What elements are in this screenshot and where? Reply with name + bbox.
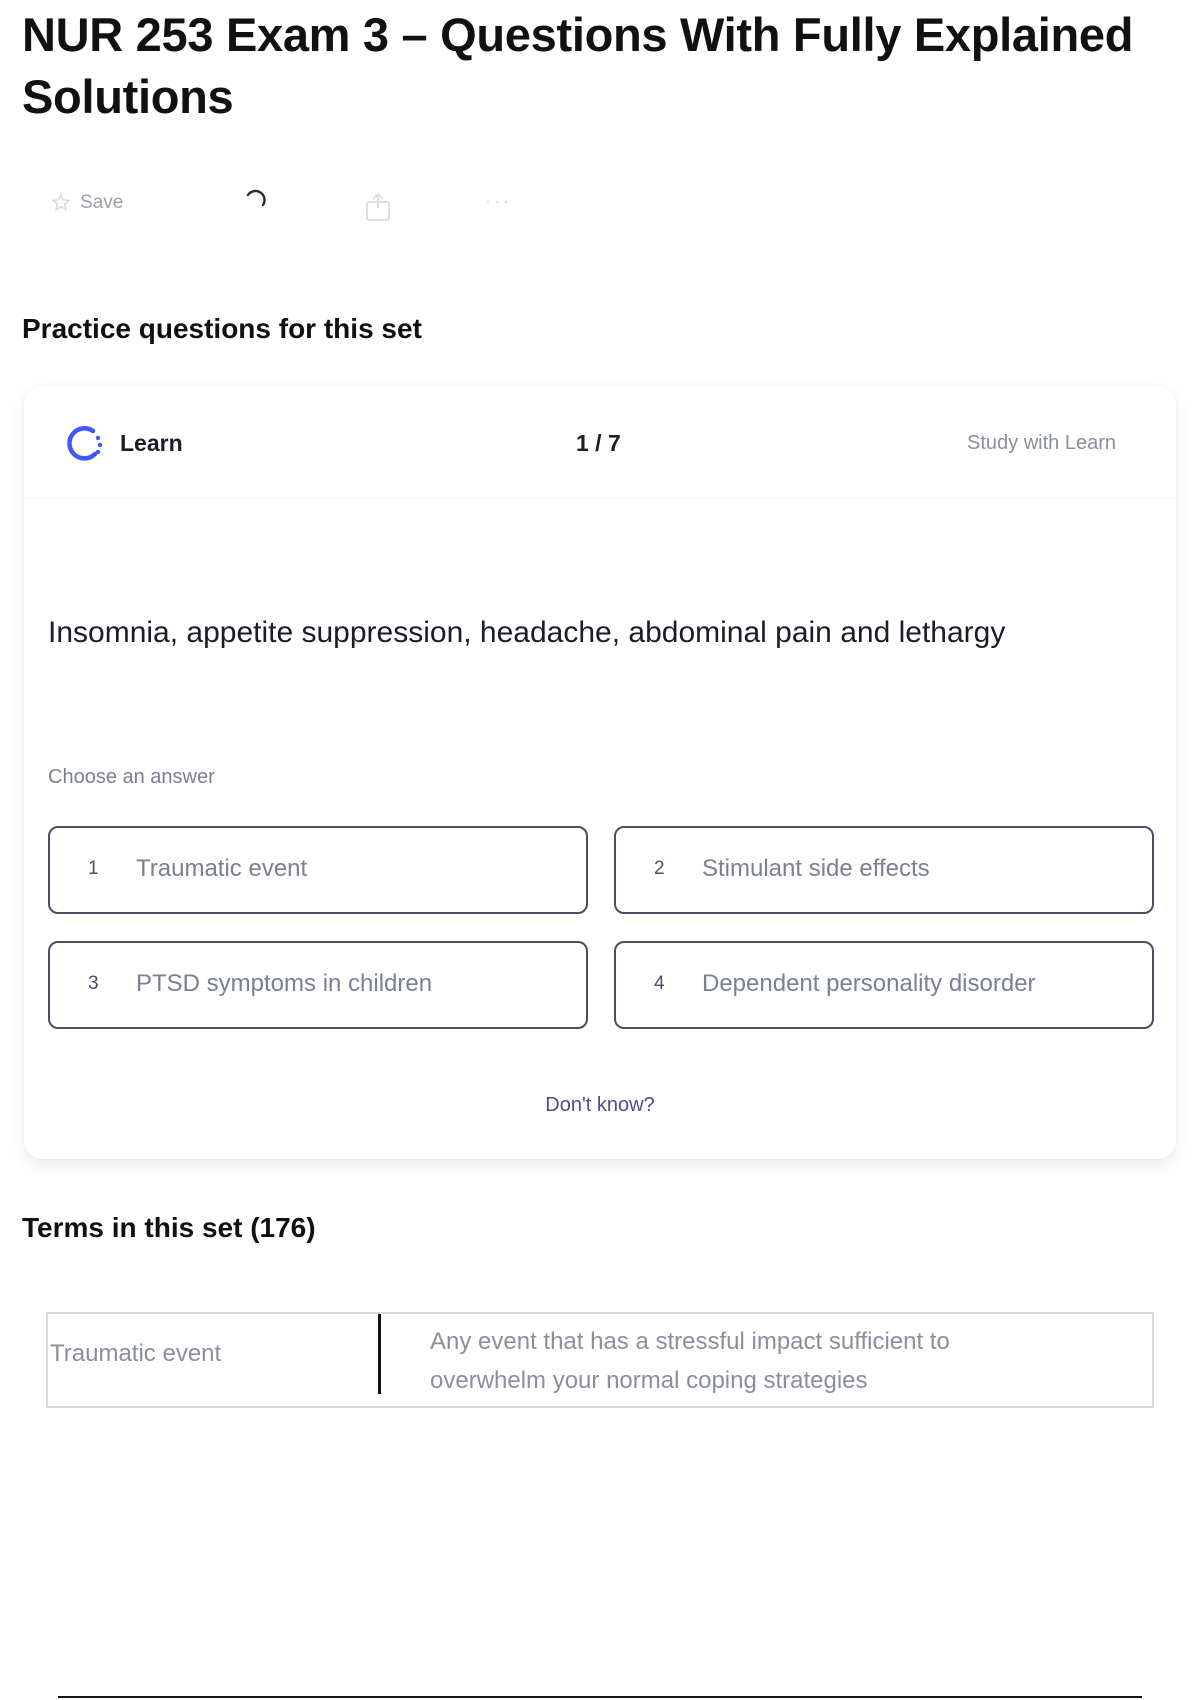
question-counter: 1 / 7 xyxy=(576,430,621,456)
option-text: Dependent personality disorder xyxy=(702,970,1036,997)
option-number: 4 xyxy=(654,973,665,994)
terms-heading: Terms in this set (176) xyxy=(22,1212,316,1243)
learn-card xyxy=(24,386,1176,1159)
answer-option-4[interactable] xyxy=(614,941,1154,1029)
term-row xyxy=(46,1312,1154,1408)
dont-know-link[interactable]: Don't know? xyxy=(545,1094,655,1116)
save-label: Save xyxy=(80,192,124,213)
answer-option-3[interactable] xyxy=(48,941,588,1029)
learn-card-header xyxy=(24,386,1176,498)
option-text: PTSD symptoms in children xyxy=(136,970,433,997)
loading-spinner-icon xyxy=(240,188,270,218)
option-number: 2 xyxy=(654,858,665,879)
answer-option-2[interactable] xyxy=(614,826,1154,914)
term-word: Traumatic event xyxy=(50,1340,222,1367)
option-text: Stimulant side effects xyxy=(702,855,930,882)
term-definition: Any event that has a stressful impact sufficient to overwhelm your normal coping strategies xyxy=(430,1328,950,1394)
page-title: NUR 253 Exam 3 – Questions With Fully Explained Solutions xyxy=(22,8,1134,123)
save-button[interactable] xyxy=(50,192,123,214)
option-text: Traumatic event xyxy=(136,855,308,882)
practice-heading: Practice questions for this set xyxy=(22,313,422,344)
learn-icon xyxy=(62,422,106,466)
option-number: 1 xyxy=(88,858,99,879)
star-icon xyxy=(50,192,72,214)
share-icon[interactable] xyxy=(364,192,392,222)
answer-option-1[interactable] xyxy=(48,826,588,914)
bottom-divider xyxy=(58,1696,1142,1698)
study-with-learn-link[interactable]: Study with Learn xyxy=(967,432,1116,454)
question-text: Insomnia, appetite suppression, headache, abdominal pain and lethargy xyxy=(48,616,1006,649)
choose-answer-label: Choose an answer xyxy=(48,766,215,788)
learn-label: Learn xyxy=(120,430,183,456)
option-number: 3 xyxy=(88,973,99,994)
more-options-icon[interactable]: ··· xyxy=(484,188,512,213)
term-divider xyxy=(378,1314,381,1394)
toolbar xyxy=(50,188,550,224)
